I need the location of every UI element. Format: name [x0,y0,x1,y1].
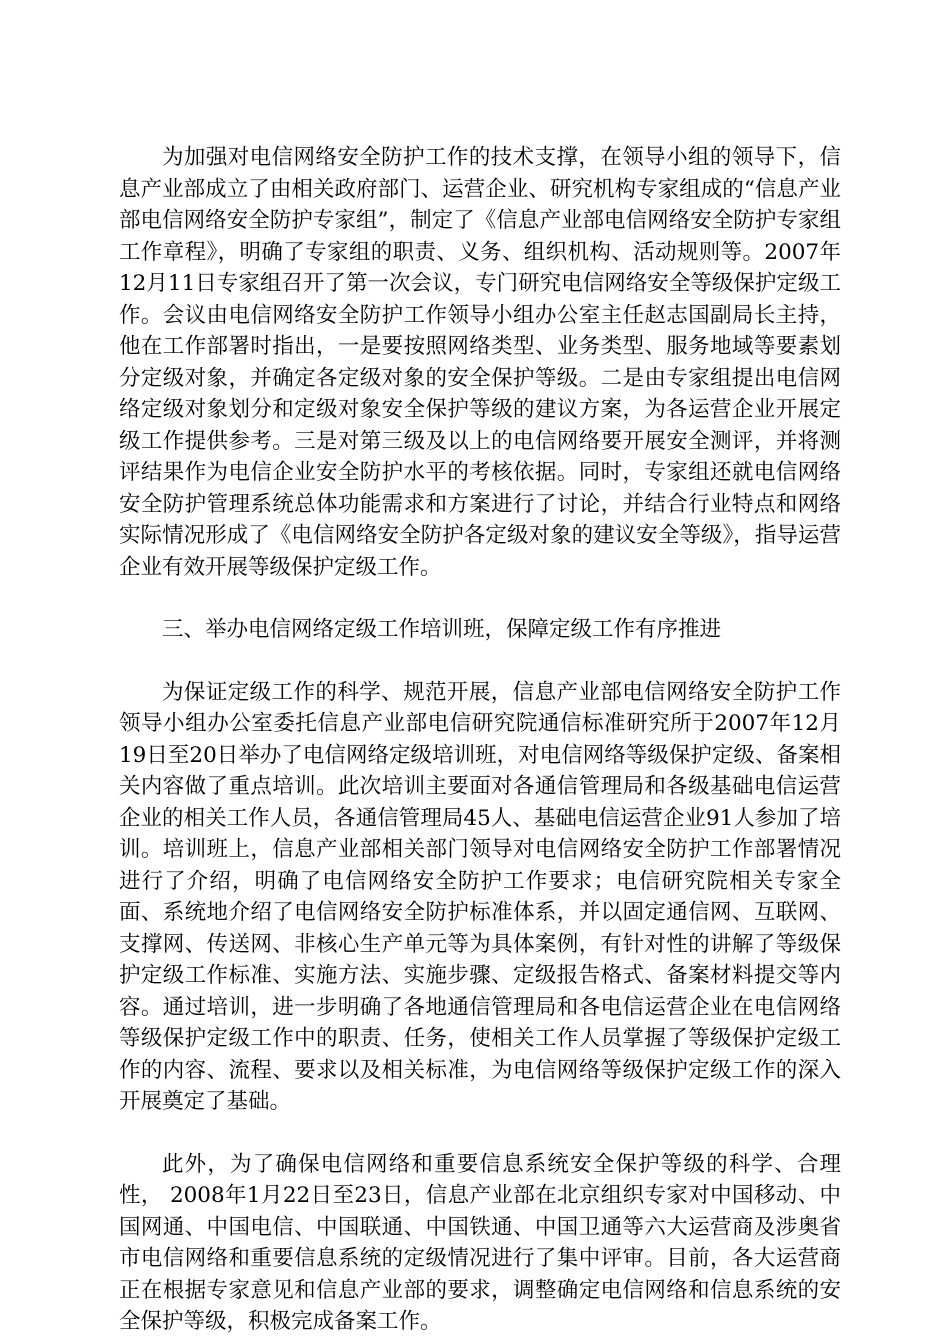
section-heading-training: 三、举办电信网络定级工作培训班，保障定级工作有序推进 [162,617,722,642]
paragraph-training-class: 为保证定级工作的科学、规范开展，信息产业部电信网络安全防护工作领导小组办公室委托信息产业部电信研究院通信标准研究所于2007年12月19日至20日举办了电信网络定级培训班，对电信网络等级保护定级、备案相关内容做了重点培训。此次培训主要面对各通信管理局和各级基础电信运营企业的相关工作人员，各通信管理局45人、基础电信运营企业91人参加了培训。培训班上，信息产业部相关部门领导对电信网络安全防护工作部署情况进行了介绍，明确了电信网络安全防护工作要求；电信研究院相关专家全面、系统地介绍了电信网络安全防护标准体系，并以固定通信网、互联网、支撑网、传送网、非核心生产单元等为具体案例，有针对性的讲解了等级保护定级工作标准、实施方法、实施步骤、定级报告格式、备案材料提交等内容。通过培训，进一步明确了各地通信管理局和各电信运营企业在电信网络等级保护定级工作中的职责、任务，使相关工作人员掌握了等级保护定级工作的内容、流程、要求以及相关标准，为电信网络等级保护定级工作的深入开展奠定了基础。 [119,679,841,1114]
document-body [119,142,841,1338]
paragraph-spacer [119,583,841,614]
paragraph-expert-group: 为加强对电信网络安全防护工作的技术支撑，在领导小组的领导下，信息产业部成立了由相关政府部门、运营企业、研究机构专家组成的“信息产业部电信网络安全防护专家组”，制定了《信息产业部电信网络安全防护专家组工作章程》，明确了专家组的职责、义务、组织机构、活动规则等。2007年12月11日专家组召开了第一次会议，专门研究电信网络安全等级保护定级工作。会议由电信网络安全防护工作领导小组办公室主任赵志国副局长主持，他在工作部署时指出，一是要按照网络类型、业务类型、服务地域等要素划分定级对象，并确定各定级对象的安全保护等级。二是由专家组提出电信网络定级对象划分和定级对象安全保护等级的建议方案，为各运营企业开展定级工作提供参考。三是对第三级及以上的电信网络要开展安全测评，并将测评结果作为电信企业安全防护水平的考核依据。同时，专家组还就电信网络安全防护管理系统总体功能需求和方案进行了讨论，并结合行业特点和网络实际情况形成了《电信网络安全防护各定级对象的建议安全等级》，指导运营企业有效开展等级保护定级工作。 [119,145,841,580]
paragraph-spacer [119,1118,841,1149]
paragraph-review: 此外，为了确保电信网络和重要信息系统安全保护等级的科学、合理性， 2008年1月22日至23日，信息产业部在北京组织专家对中国移动、中国网通、中国电信、中国联通、中国铁通、中国卫通等六大运营商及涉奥省市电信网络和重要信息系统的定级情况进行了集中评审。目前，各大运营商正在根据专家意见和信息产业部的要求，调整确定电信网络和信息系统的安全保护等级，积极完成备案工作。 [119,1151,841,1334]
paragraph-spacer [119,646,841,677]
